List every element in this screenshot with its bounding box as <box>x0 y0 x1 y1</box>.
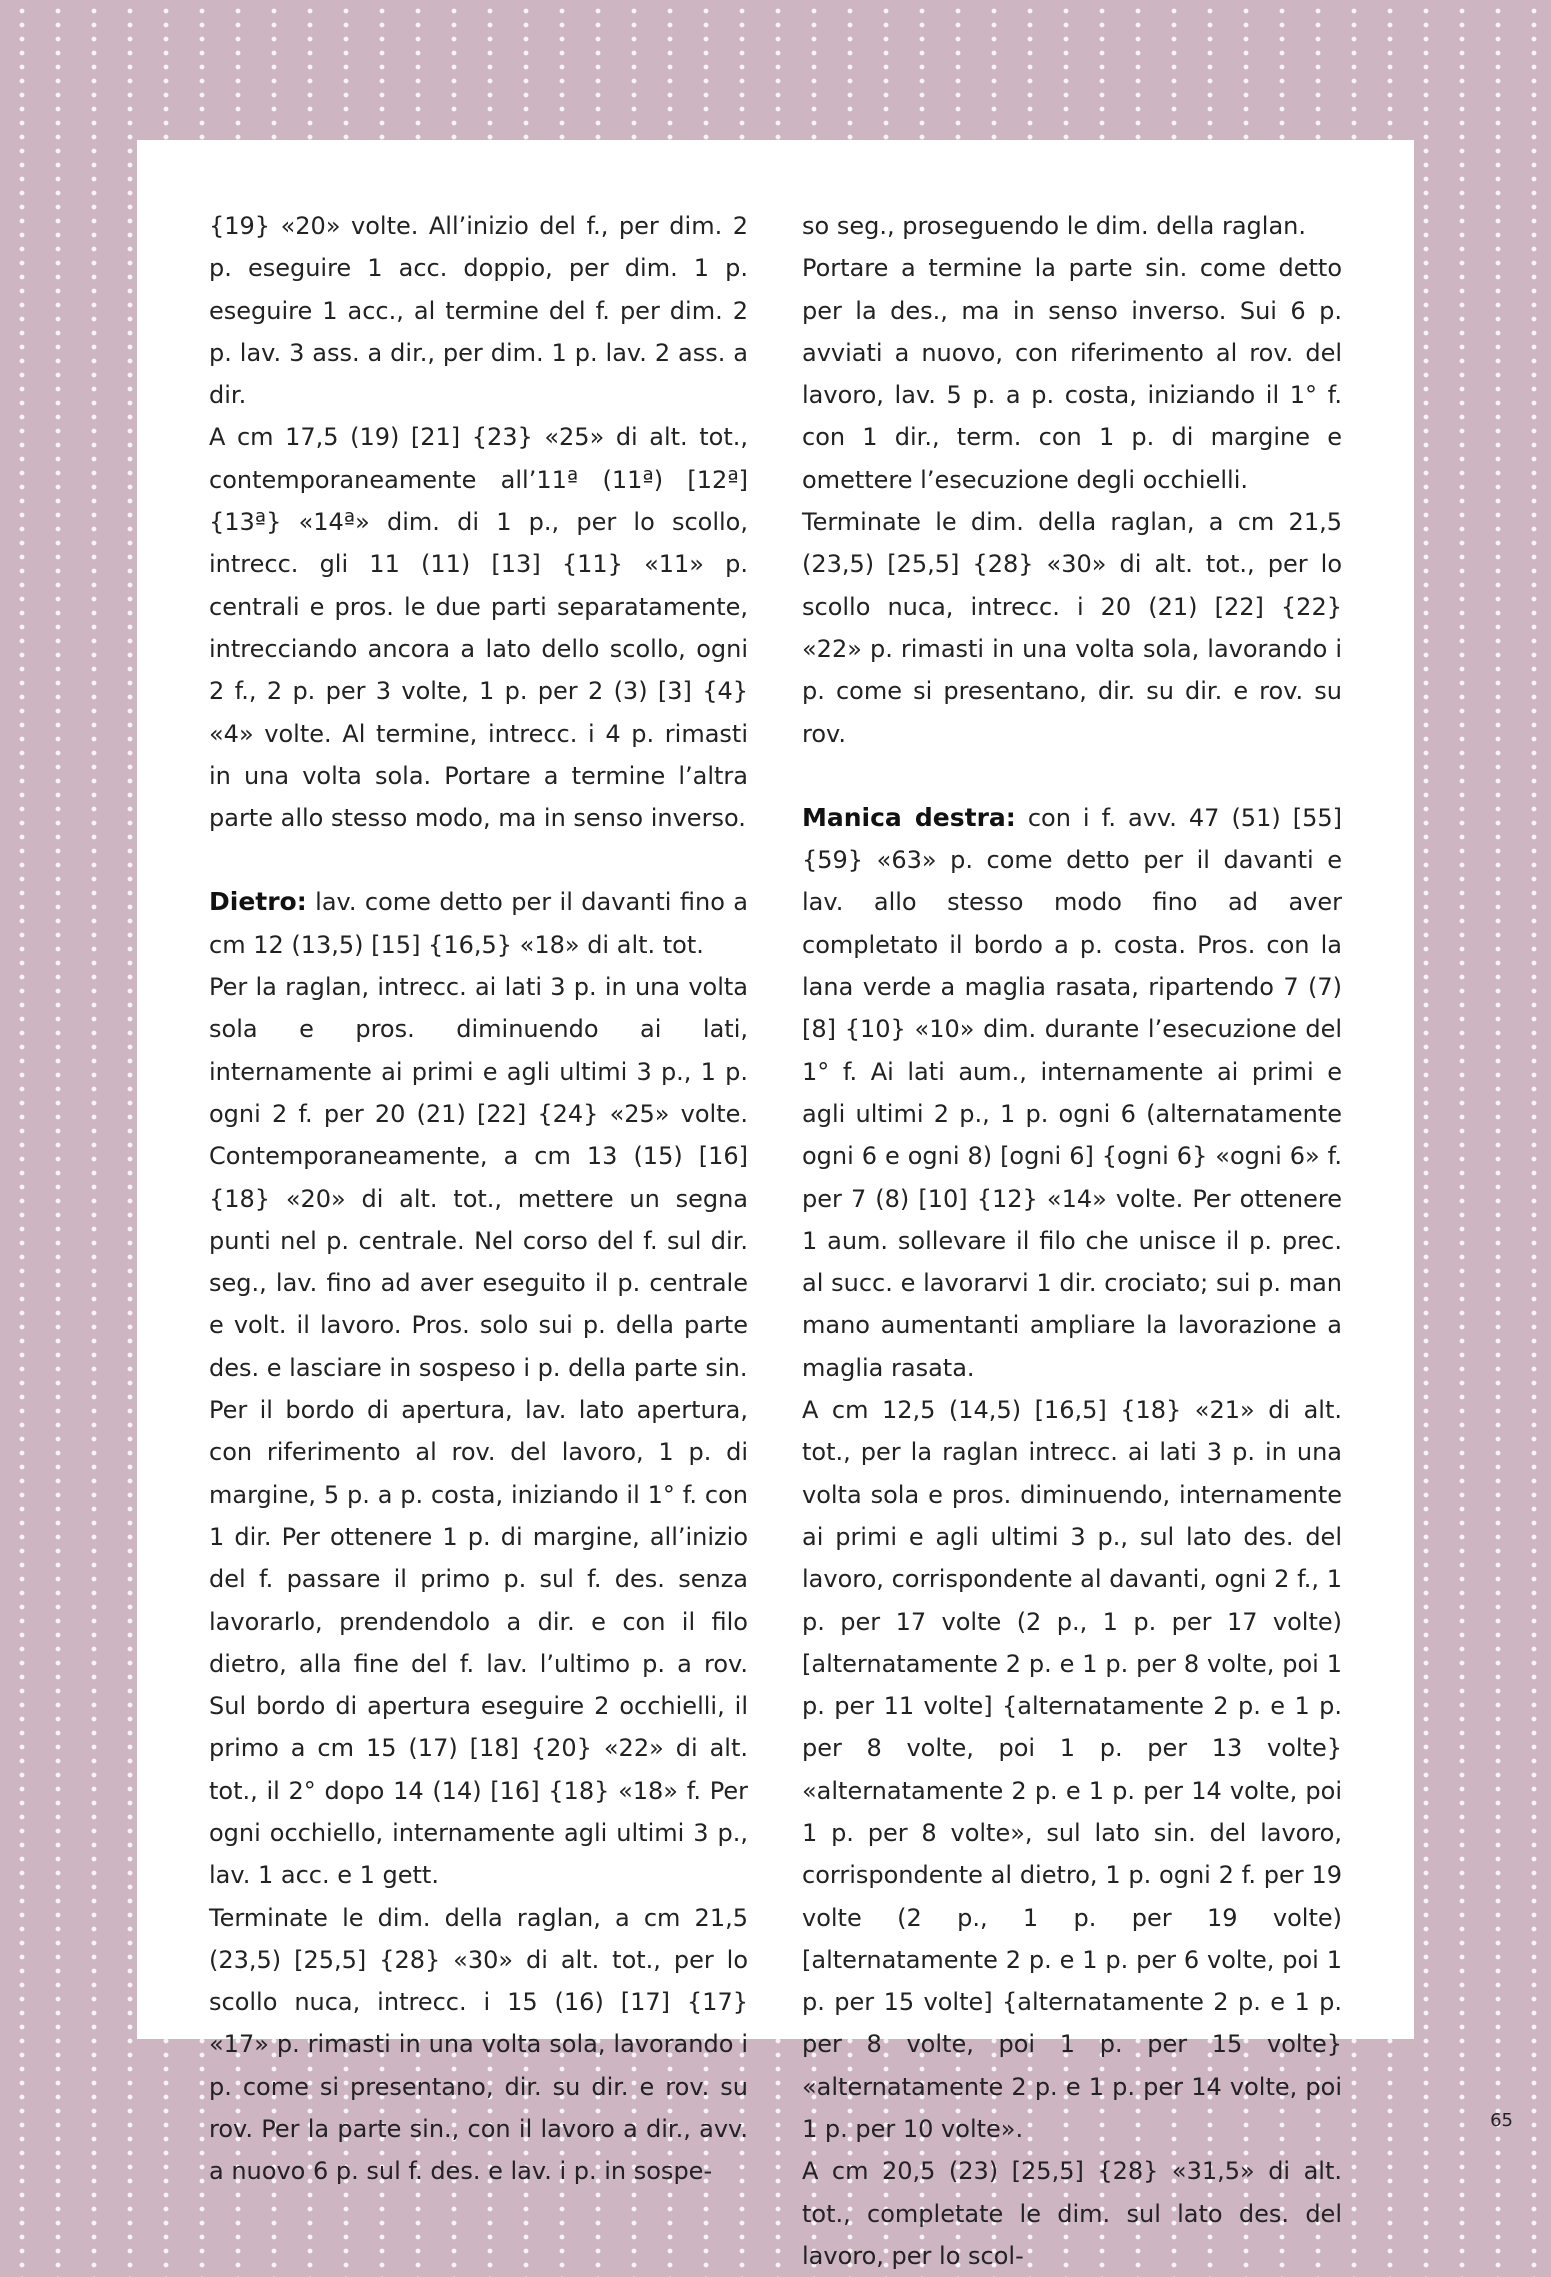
paragraph: A cm 20,5 (23) [25,5] {28} «31,5» di alt. tot., completate le dim. sul lato des. del lavoro, per lo scol- <box>802 2157 1342 2270</box>
page-number: 65 <box>1490 2110 1513 2131</box>
paragraph: Per la raglan, intrecc. ai lati 3 p. in una volta sola e pros. diminuendo ai lati, internamente ai primi e agli ultimi 3 p., 1 p. ogni 2 f. per 20 (21) [22] {24} «25» volte. Contemporaneamente, a cm 13 (15) [16] {18} «20» di alt. tot., mettere un segna punti nel p. centrale. Nel corso del f. sul dir. seg., lav. fino ad aver eseguito il p. centrale e volt. il lavoro. Pros. solo sui p. della parte des. e lasciare in sospeso i p. della parte sin. <box>209 973 748 1382</box>
paragraph: {19} «20» volte. All’inizio del f., per dim. 2 p. eseguire 1 acc. doppio, per dim. 1 p. eseguire 1 acc., al termine del f. per dim. 2 p. lav. 3 ass. a dir., per dim. 1 p. lav. 2 ass. a dir. <box>209 212 748 410</box>
right-column <box>802 205 1342 2277</box>
paragraph: Per il bordo di apertura, lav. lato apertura, con riferimento al rov. del lavoro, 1 p. di margine, 5 p. a p. costa, iniziando il 1° f. con 1 dir. Per ottenere 1 p. di margine, all’inizio del f. passare il primo p. sul f. des. senza lavorarlo, prendendolo a dir. e con il filo dietro, alla fine del f. lav. l’ultimo p. a rov. Sul bordo di apertura eseguire 2 occhielli, il primo a cm 15 (17) [18] {20} «22» di alt. tot., il 2° dopo 14 (14) [16] {18} «18» f. Per ogni occhiello, internamente agli ultimi 3 p., lav. 1 acc. e 1 gett. <box>209 1396 748 1890</box>
paragraph: so seg., proseguendo le dim. della raglan. <box>802 212 1306 240</box>
paragraph-gap <box>209 839 748 881</box>
manica-paragraph <box>802 797 1342 1389</box>
dietro-paragraph <box>209 881 748 966</box>
paragraph: Portare a termine la parte sin. come detto per la des., ma in senso inverso. Sui 6 p. avviati a nuovo, con riferimento al rov. del lavoro, lav. 5 p. a p. costa, iniziando il 1° f. con 1 dir., term. con 1 p. di margine e omettere l’esecuzione degli occhielli. <box>802 254 1342 494</box>
paragraph: A cm 17,5 (19) [21] {23} «25» di alt. tot., contemporaneamente all’11ª (11ª) [12ª] {13ª} «14ª» dim. di 1 p., per lo scollo, intrecc. gli 11 (11) [13] {11} «11» p. centrali e pros. le due parti separatamente, intrecciando ancora a lato dello scollo, ogni 2 f., 2 p. per 3 volte, 1 p. per 2 (3) [3] {4} «4» volte. Al termine, intrecc. i 4 p. rimasti in una volta sola. Portare a termine l’altra parte allo stesso modo, ma in senso inverso. <box>209 423 748 833</box>
section-heading-manica-destra: Manica destra: <box>802 802 1016 832</box>
paragraph-text: lav. come detto per il davanti fino a cm 12 (13,5) [15] {16,5} «18» di alt. tot. <box>209 888 748 959</box>
paragraph: Terminate le dim. della raglan, a cm 21,5 (23,5) [25,5] {28} «30» di alt. tot., per lo scollo nuca, intrecc. i 15 (16) [17] {17} «17» p. rimasti in una volta sola, lavorando i p. come si presentano, dir. su dir. e rov. su rov. Per la parte sin., con il lavoro a dir., avv. a nuovo 6 p. sul f. des. e lav. i p. in sospe- <box>209 1903 748 2186</box>
page-sheet <box>137 140 1414 2270</box>
paragraph-text: con i f. avv. 47 (51) [55] {59} «63» p. come detto per il davanti e lav. allo stesso modo fino ad aver completato il bordo a p. costa. Pros. con la lana verde a maglia rasata, ripartendo 7 (7) [8] {10} «10» dim. durante l’esecuzione del 1° f. Ai lati aum., internamente ai primi e agli ultimi 2 p., 1 p. ogni 6 (alternatamente ogni 6 e ogni 8) [ogni 6] {ogni 6} «ogni 6» f. per 7 (8) [10] {12} «14» volte. Per ottenere 1 aum. sollevare il filo che unisce il p. prec. al succ. e lavorarvi 1 dir. crociato; sui p. man mano aumentanti ampliare la lavorazione a maglia rasata. <box>802 803 1342 1382</box>
paragraph-gap <box>802 755 1342 797</box>
section-heading-dietro: Dietro: <box>209 887 307 917</box>
paragraph: Terminate le dim. della raglan, a cm 21,5 (23,5) [25,5] {28} «30» di alt. tot., per lo scollo nuca, intrecc. i 20 (21) [22] {22} «22» p. rimasti in una volta sola, lavorando i p. come si presentano, dir. su dir. e rov. su rov. <box>802 508 1342 748</box>
left-column <box>209 205 748 2193</box>
paragraph: A cm 12,5 (14,5) [16,5] {18} «21» di alt. tot., per la raglan intrecc. ai lati 3 p. in una volta sola e pros. diminuendo, internamente ai primi e agli ultimi 3 p., sul lato des. del lavoro, corrispondente al davanti, ogni 2 f., 1 p. per 17 volte (2 p., 1 p. per 17 volte) [alternatamente 2 p. e 1 p. per 8 volte, poi 1 p. per 11 volte] {alternatamente 2 p. e 1 p. per 8 volte, poi 1 p. per 13 volte} «alternatamente 2 p. e 1 p. per 14 volte, poi 1 p. per 8 volte», sul lato sin. del lavoro, corrispondente al dietro, 1 p. ogni 2 f. per 19 volte (2 p., 1 p. per 19 volte) [alternatamente 2 p. e 1 p. per 6 volte, poi 1 p. per 15 volte] {alternatamente 2 p. e 1 p. per 8 volte, poi 1 p. per 15 volte} «alternatamente 2 p. e 1 p. per 14 volte, poi 1 p. per 10 volte». <box>802 1396 1342 2144</box>
